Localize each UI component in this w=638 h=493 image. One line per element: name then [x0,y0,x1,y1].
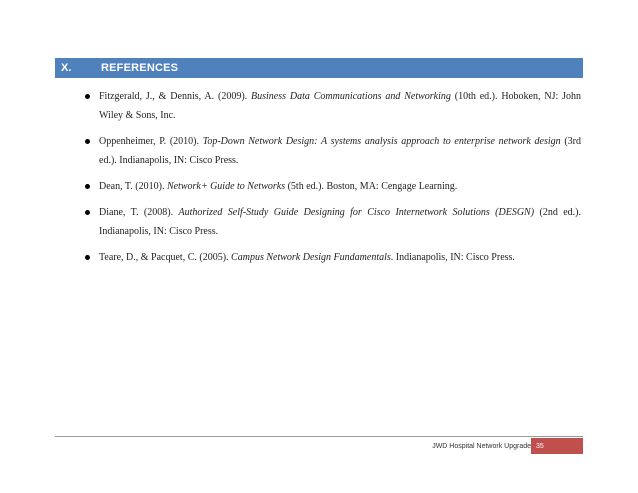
bullet-icon [85,139,90,144]
bullet-icon [85,184,90,189]
reference-authors: Fitzgerald, J., & Dennis, A. (2009). [99,91,252,102]
footer-label: JWD Hospital Network Upgrade [432,442,531,450]
reference-item [85,87,581,125]
reference-details: (10th ed.). Hoboken, NJ: John Wiley & Sons, Inc. [99,91,581,121]
bullet-icon [85,94,90,99]
reference-list [85,87,581,274]
footer-divider [55,436,583,437]
reference-authors: Dean, T. (2010). [99,181,167,192]
section-number: X. [61,62,72,74]
reference-item [85,132,581,170]
reference-item [85,248,581,267]
reference-title: Network+ Guide to Networks [166,181,286,192]
page-number: 35 [531,438,583,454]
reference-title: Campus Network Design Fundamentals [231,252,391,263]
reference-title: Authorized Self-Study Guide Designing for Cisco Internetwork Solutions (DESGN) [178,207,535,218]
reference-details: (5th ed.). Boston, MA: Cengage Learning. [285,181,458,192]
reference-title: Business Data Communications and Networking [251,91,451,102]
reference-item [85,203,581,241]
reference-authors: Teare, D., & Pacquet, C. (2005). [99,252,232,263]
reference-authors: Diane, T. (2008). [99,207,179,218]
reference-details: (2nd ed.). Indianapolis, IN: Cisco Press. [99,207,582,237]
reference-details: . Indianapolis, IN: Cisco Press. [390,252,515,263]
reference-authors: Oppenheimer, P. (2010). [99,136,203,147]
section-title: REFERENCES [101,62,179,74]
section-header [55,58,583,78]
reference-details: (3rd ed.). Indianapolis, IN: Cisco Press. [99,136,582,166]
reference-title: Top-Down Network Design: A systems analysis approach to enterprise network design [202,136,561,147]
bullet-icon [85,210,90,215]
reference-item [85,177,581,196]
bullet-icon [85,255,90,260]
